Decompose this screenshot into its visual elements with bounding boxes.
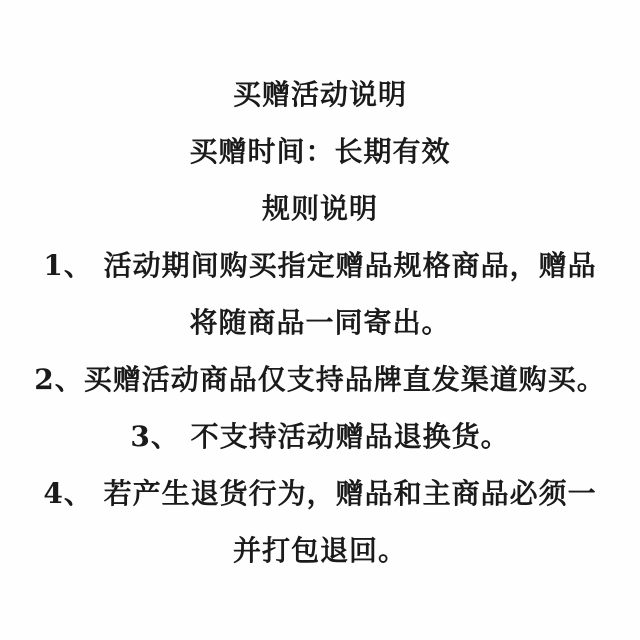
rule-4-line-2: 并打包退回。	[232, 534, 407, 567]
rule-4-line-1: 4、 若产生退货行为，赠品和主商品必须一	[43, 477, 597, 510]
rule-item-3	[0, 408, 640, 465]
rule-item-1	[0, 237, 640, 351]
rule-1-line-2: 将随商品一同寄出。	[189, 306, 451, 339]
rule-2-line-1: 2、买赠活动商品仅支持品牌直发渠道购买。	[34, 363, 606, 396]
rule-3-line-1: 3、 不支持活动赠品退换货。	[130, 420, 510, 453]
rule-item-4	[0, 465, 640, 579]
promo-period-line: 买赠时间：长期有效	[189, 135, 451, 168]
rules-heading: 规则说明	[261, 192, 378, 225]
rule-1-line-1: 1、 活动期间购买指定赠品规格商品，赠品	[43, 249, 597, 282]
doc-title: 买赠活动说明	[232, 78, 407, 111]
rule-item-2	[0, 351, 640, 408]
